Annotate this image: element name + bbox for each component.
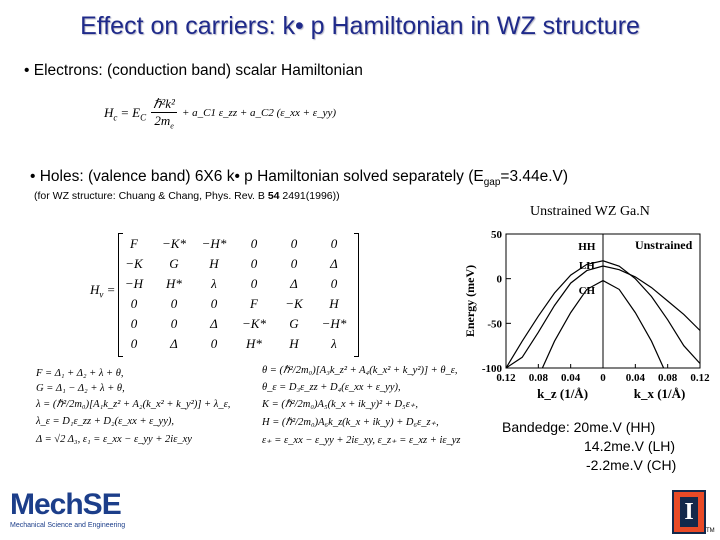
y-axis-label: Energy (meV): [463, 264, 477, 338]
gap-subscript: gap: [483, 177, 501, 189]
hv-symbol: $H_v$ =: [90, 282, 116, 300]
reference-text: (for WZ structure: Chuang & Chang, Phys. Rev. B: [34, 190, 268, 202]
matrix-cell: 0: [250, 276, 258, 291]
matrix-cell: 0: [250, 236, 258, 251]
fraction-denominator: $2m_e$: [154, 113, 174, 131]
matrix-cell: G: [289, 316, 299, 331]
x-axis-label-left: k_z (1/Å): [537, 386, 589, 401]
matrix-row: [114, 274, 354, 294]
bandedge-line-ch: -2.2me.V (CH): [586, 457, 677, 473]
band-label-hh: HH: [578, 241, 596, 253]
matrix-cell: −K*: [162, 236, 186, 251]
reference-volume: 54: [267, 190, 280, 202]
reference-note: [34, 190, 340, 202]
matrix-cell: H*: [166, 276, 182, 291]
x-tick-label: 0.12: [496, 372, 516, 384]
matrix-cell: H: [289, 336, 299, 351]
band-label-lh: LH: [578, 260, 595, 272]
definitions-right: [262, 364, 461, 449]
matrix-cell: F: [250, 296, 258, 311]
mechse-logo-subtitle: Mechanical Science and Engineering: [10, 522, 126, 529]
matrix-cell: H: [329, 296, 339, 311]
definitions-left: [36, 368, 230, 449]
matrix-cell: −H*: [321, 316, 347, 331]
matrix-cell: Δ: [290, 276, 298, 291]
equals-sign: =: [120, 105, 130, 121]
matrix-right-bracket: [354, 233, 359, 357]
definition-h: H = (ℏ²/2m₀)A₆k_z(k_x + ik_y) + D₆ε_z₊,: [262, 417, 439, 428]
x-tick-label: 0: [600, 372, 606, 384]
x-tick-label: 0.12: [690, 372, 710, 384]
illinois-logo: [672, 490, 706, 534]
matrix-cell: −K: [125, 256, 143, 271]
slide-title: Effect on carriers: k• p Hamiltonian in WZ structure: [80, 12, 640, 40]
bandedge-line-lh: 14.2me.V (LH): [584, 438, 676, 454]
x-axis-label-right: k_x (1/Å): [633, 386, 686, 401]
electron-hamiltonian-equation: [104, 96, 336, 131]
matrix-cell: Δ: [330, 256, 338, 271]
matrix-cell: 0: [130, 336, 138, 351]
hc-symbol: $H_c$: [104, 104, 118, 123]
reference-pages: 2491(1996)): [279, 190, 340, 202]
matrix-cell: 0: [250, 256, 258, 271]
y-tick-label: 50: [491, 229, 502, 241]
definition-k: K = (ℏ²/2m₀)A₅(k_x + ik_y)² + D₅ε₊,: [262, 399, 419, 410]
matrix-cell: −H: [124, 276, 144, 291]
matrix-cell: 0: [330, 276, 338, 291]
matrix-cell: 0: [210, 336, 218, 351]
definition-theta: θ = (ℏ²/2m₀)[A₃k_z² + A₄(k_x² + k_y²)] + θ_ε,: [262, 365, 458, 376]
matrix-cell: 0: [170, 316, 178, 331]
holes-bullet: [30, 168, 568, 188]
mechse-logo: [10, 488, 125, 529]
matrix-cell: −K: [285, 296, 303, 311]
matrix-cell: −K*: [242, 316, 266, 331]
x-tick-label: 0.04: [625, 372, 645, 384]
matrix-cell: F: [130, 236, 138, 251]
definition-g: G = Δ₁ − Δ₂ + λ + θ,: [36, 383, 125, 394]
x-tick-label: 0.08: [658, 372, 678, 384]
matrix-row: [114, 334, 354, 354]
matrix-cell: H*: [246, 336, 262, 351]
fraction-numerator: ℏ²k²: [153, 96, 175, 111]
definition-eps-plus: ε₊ = ε_xx − ε_yy + 2iε_xy, ε_z₊ = ε_xz + iε_yz: [262, 435, 461, 446]
gap-value: =3.44e.V): [500, 168, 569, 185]
matrix-cell: λ: [211, 276, 217, 291]
y-tick-label: -50: [487, 318, 502, 331]
definition-lambda: λ = (ℏ²/2m₀)[A₁k_z² + A₂(k_x² + k_y²)] + λ_ε,: [36, 399, 231, 410]
holes-bullet-text: • Holes: (valence band) 6X6 k• p Hamiltonian solved separately (E: [30, 168, 484, 185]
x-tick-label: 0.08: [528, 372, 548, 384]
matrix-cell: 0: [130, 316, 138, 331]
chart-title: Unstrained WZ Ga.N: [530, 204, 650, 219]
definition-delta: Δ = √2 Δ₃, ε₁ = ε_xx − ε_yy + 2iε_xy: [36, 434, 192, 445]
band-structure-chart: [460, 222, 718, 412]
matrix-cell: −H*: [201, 236, 227, 251]
matrix-row: [114, 254, 354, 274]
strain-terms: + a_C1 ε_zz + a_C2 (ε_xx + ε_yy): [181, 107, 337, 120]
y-tick-label: -100: [481, 363, 502, 375]
matrix-cell: 0: [290, 256, 298, 271]
matrix-cell: λ: [331, 336, 337, 351]
matrix-cell: Δ: [210, 316, 218, 331]
matrix-cell: 0: [130, 296, 138, 311]
matrix-row: [114, 294, 354, 314]
matrix-cell: G: [169, 256, 179, 271]
inner-label-unstrained: Unstrained: [634, 238, 693, 252]
matrix-cell: H: [209, 256, 219, 271]
trademark-mark: TM: [706, 528, 715, 534]
x-tick-label: 0.04: [561, 372, 581, 384]
matrix-cell: 0: [210, 296, 218, 311]
definition-theta-eps: θ_ε = D₃ε_zz + D₄(ε_xx + ε_yy),: [262, 382, 401, 393]
illinois-block-i: I: [680, 497, 698, 527]
mechse-logo-text: MechSE: [10, 488, 121, 521]
matrix-cell: 0: [330, 236, 338, 251]
y-tick-label: 0: [496, 273, 502, 286]
hamiltonian-matrix: [114, 234, 354, 354]
matrix-row: [114, 234, 354, 254]
matrix-cell: Δ: [170, 336, 178, 351]
bandedge-line-hh: Bandedge: 20me.V (HH): [502, 419, 656, 435]
electrons-bullet: • Electrons: (conduction band) scalar Hamiltonian: [24, 62, 363, 79]
ec-symbol: $E_C$: [132, 104, 147, 123]
band-label-ch: CH: [578, 285, 596, 297]
matrix-row: [114, 314, 354, 334]
matrix-cell: 0: [290, 236, 298, 251]
definition-lambda-eps: λ_ε = D₁ε_zz + D₂(ε_xx + ε_yy),: [36, 416, 175, 427]
matrix-cell: 0: [170, 296, 178, 311]
kinetic-fraction: [151, 96, 177, 131]
definition-f: F = Δ₁ + Δ₂ + λ + θ,: [36, 368, 124, 379]
